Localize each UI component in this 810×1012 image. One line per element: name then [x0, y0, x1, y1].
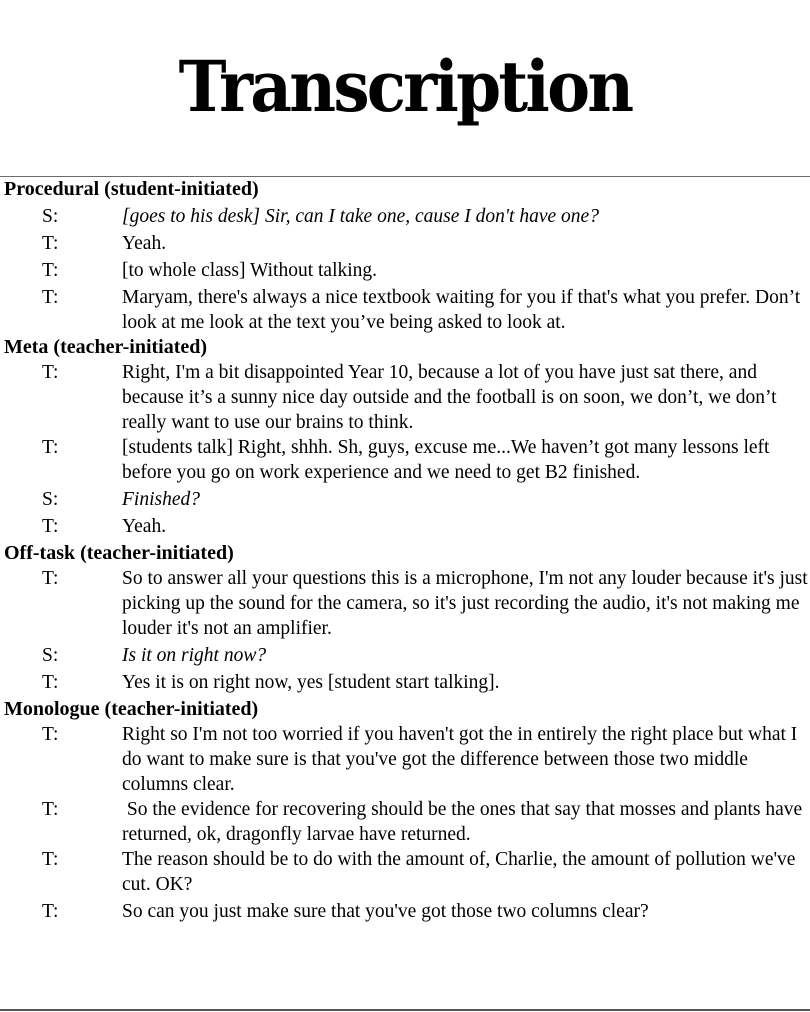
utterance: The reason should be to do with the amount of, Charlie, the amount of pollution we've cut. OK?: [122, 849, 796, 895]
utterance: So to answer all your questions this is a microphone, I'm not any louder because it's just picking up the sound for the camera, so it's just recording the audio, it's not making me louder it's not an amplifier.: [122, 568, 808, 639]
speaker-label: T:: [42, 724, 59, 745]
speaker-label: T:: [42, 437, 59, 458]
bottom-divider: [0, 1009, 810, 1011]
transcript-turn: [4, 643, 810, 668]
utterance: [students talk] Right, shhh. Sh, guys, excuse me...We haven’t got many lessons left before you go on work experience and we need to get B2 finished.: [122, 437, 770, 483]
speaker-label: T:: [42, 568, 59, 589]
utterance: Is it on right now?: [122, 645, 267, 666]
utterance: Yes it is on right now, yes [student start talking].: [122, 672, 500, 693]
speaker-label: T:: [42, 260, 59, 281]
transcript-turn: [4, 285, 810, 335]
section-monologue: [4, 697, 810, 924]
utterance: Yeah.: [122, 516, 167, 537]
transcript-turn: [4, 487, 810, 512]
transcript-turn: [4, 847, 810, 897]
transcript: [4, 177, 810, 926]
speaker-label: T:: [42, 362, 59, 383]
speaker-label: T:: [42, 849, 59, 870]
utterance: Maryam, there's always a nice textbook waiting for you if that's what you prefer. Don’t look at me look at the text you’ve being asked to look at.: [122, 287, 801, 333]
utterance: So the evidence for recovering should be the ones that say that mosses and plants have returned, ok, dragonfly larvae have returned.: [122, 799, 808, 845]
section-heading: Monologue (teacher-initiated): [4, 698, 259, 720]
utterance: Finished?: [122, 489, 200, 510]
transcript-turn: [4, 514, 810, 539]
speaker-label: T:: [42, 672, 59, 693]
transcript-turn: [4, 722, 810, 797]
transcript-turn: [4, 670, 810, 695]
utterance: Right, I'm a bit disappointed Year 10, because a lot of you have just sat there, and because it’s a sunny nice day outside and the football is on soon, we don’t, we don’t really want to use our brains to think.: [122, 362, 777, 433]
utterance: [to whole class] Without talking.: [122, 260, 378, 281]
utterance: Right so I'm not too worried if you haven't got the in entirely the right place but what I do want to make sure is that you've got the difference between those two middle columns clear.: [122, 724, 798, 795]
speaker-label: T:: [42, 233, 59, 254]
speaker-label: S:: [42, 645, 59, 666]
speaker-label: T:: [42, 287, 59, 308]
section-heading: Meta (teacher-initiated): [4, 336, 208, 358]
section-meta: [4, 335, 810, 539]
utterance: So can you just make sure that you've got those two columns clear?: [122, 901, 649, 922]
page-title: Transcription: [178, 45, 632, 128]
section-off-task: [4, 541, 810, 695]
transcript-turn: [4, 797, 810, 847]
utterance: Yeah.: [122, 233, 167, 254]
speaker-label: T:: [42, 901, 59, 922]
transcript-turn: [4, 360, 810, 435]
speaker-label: T:: [42, 799, 59, 820]
speaker-label: S:: [42, 489, 59, 510]
section-heading: Off-task (teacher-initiated): [4, 542, 234, 564]
transcript-turn: [4, 899, 810, 924]
speaker-label: S:: [42, 206, 59, 227]
transcript-turn: [4, 231, 810, 256]
transcript-turn: [4, 204, 810, 229]
speaker-label: T:: [42, 516, 59, 537]
transcript-turn: [4, 258, 810, 283]
section-procedural: [4, 177, 810, 335]
transcript-turn: [4, 566, 810, 641]
section-heading: Procedural (student-initiated): [4, 178, 259, 200]
utterance: [goes to his desk] Sir, can I take one, cause I don't have one?: [122, 206, 599, 227]
transcript-turn: [4, 435, 810, 485]
